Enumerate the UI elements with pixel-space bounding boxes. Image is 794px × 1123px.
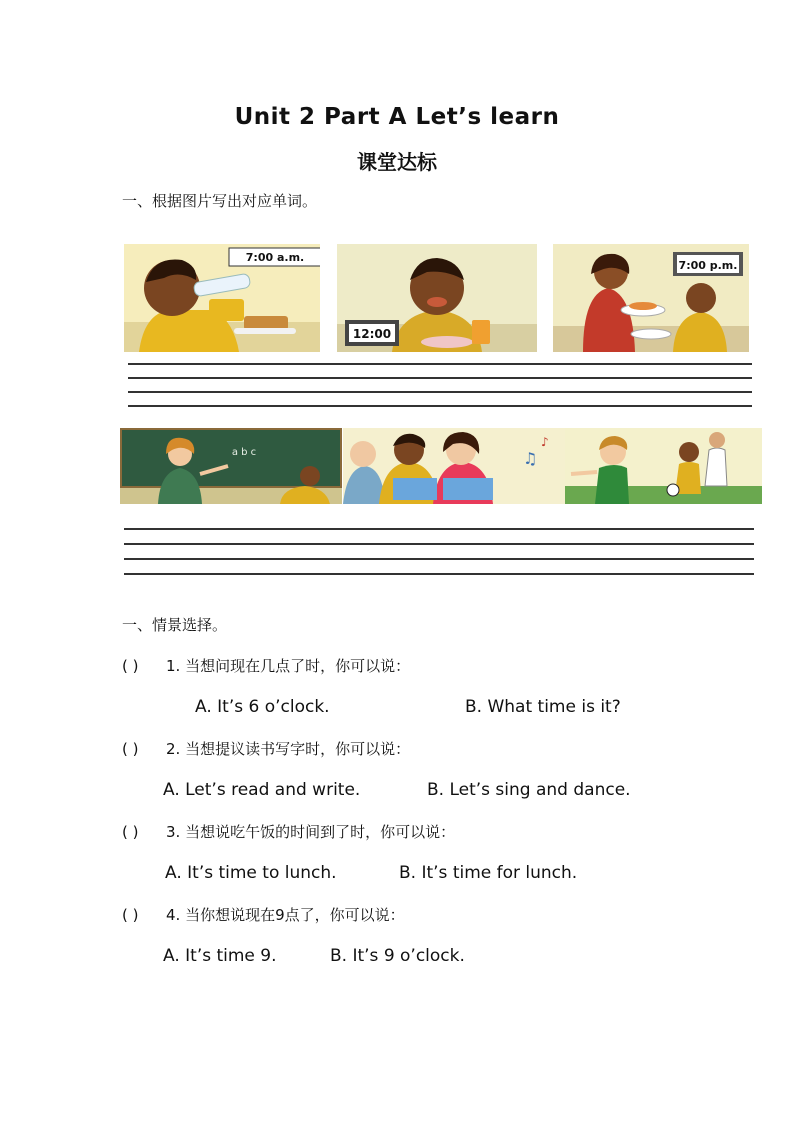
question-4 bbox=[122, 904, 405, 925]
clock-label-breakfast: 7:00 a.m. bbox=[245, 251, 305, 264]
worksheet-subtitle: 课堂达标 bbox=[357, 150, 437, 174]
answer-blank[interactable]: ( ) bbox=[122, 906, 139, 924]
question-1 bbox=[122, 655, 410, 676]
picture-breakfast bbox=[124, 244, 320, 352]
picture-dinner bbox=[553, 244, 749, 352]
writing-line bbox=[124, 543, 754, 545]
section-heading-2: 一、情景选择。 bbox=[122, 616, 228, 634]
picture-playing-football bbox=[565, 428, 762, 504]
option-a: A. It’s time to lunch. bbox=[165, 863, 337, 883]
worksheet-title: Unit 2 Part A Let’s learn bbox=[234, 104, 560, 130]
svg-text:♫: ♫ bbox=[523, 449, 538, 468]
answer-blank[interactable]: ( ) bbox=[122, 823, 139, 841]
option-b: B. It’s time for lunch. bbox=[399, 863, 578, 883]
blackboard-text: a b c bbox=[231, 447, 257, 458]
picture-lunch bbox=[337, 244, 537, 352]
writing-line bbox=[128, 363, 752, 365]
writing-line bbox=[124, 528, 754, 530]
writing-line bbox=[128, 377, 752, 379]
option-a: A. Let’s read and write. bbox=[163, 780, 361, 800]
clock-label-dinner: 7:00 p.m. bbox=[678, 259, 738, 272]
option-a: A. It’s 6 o’clock. bbox=[195, 697, 330, 717]
question-prompt: 3. 当想说吃午饭的时间到了时，你可以说： bbox=[166, 823, 456, 841]
question-3 bbox=[122, 821, 455, 842]
question-2 bbox=[122, 738, 410, 759]
answer-blank[interactable]: ( ) bbox=[122, 740, 139, 758]
section-heading-1: 一、根据图片写出对应单词。 bbox=[122, 192, 318, 210]
option-a: A. It’s time 9. bbox=[163, 946, 277, 966]
picture-teacher-classroom bbox=[120, 428, 342, 504]
question-prompt: 4. 当你想说现在9点了，你可以说： bbox=[166, 906, 405, 924]
writing-line bbox=[128, 405, 752, 407]
option-b: B. It’s 9 o’clock. bbox=[330, 946, 465, 966]
writing-line bbox=[128, 391, 752, 393]
question-prompt: 2. 当想提议读书写字时，你可以说： bbox=[166, 740, 411, 758]
picture-singing bbox=[343, 428, 565, 504]
writing-line bbox=[124, 558, 754, 560]
question-prompt: 1. 当想问现在几点了时，你可以说： bbox=[166, 657, 411, 675]
option-b: B. Let’s sing and dance. bbox=[427, 780, 631, 800]
writing-line bbox=[124, 573, 754, 575]
svg-text:♪: ♪ bbox=[541, 435, 549, 449]
answer-blank[interactable]: ( ) bbox=[122, 657, 139, 675]
option-b: B. What time is it? bbox=[465, 697, 621, 717]
clock-label-lunch: 12:00 bbox=[352, 327, 392, 341]
